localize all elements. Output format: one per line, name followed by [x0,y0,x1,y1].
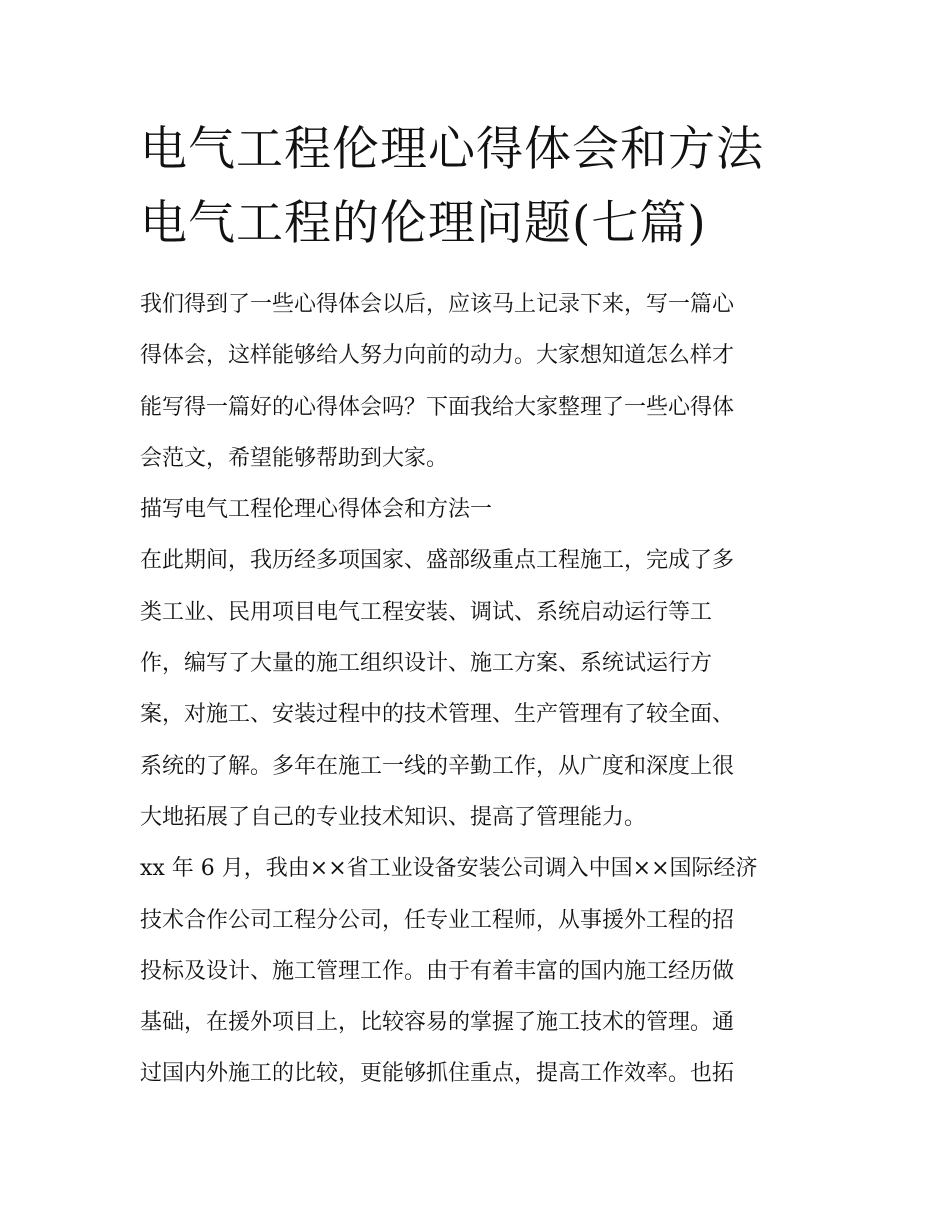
body-line: 技术合作公司工程分公司，任专业工程师，从事援外工程的招 [140,907,735,933]
body-line: 我们得到了一些心得体会以后，应该马上记录下来，写一篇心 [140,292,735,317]
body-line: 投标及设计、施工管理工作。由于有着丰富的国内施工经历做 [140,958,735,984]
body-line: 能写得一篇好的心得体会吗？下面我给大家整理了一些心得体 [140,394,735,420]
body-line: 类工业、民用项目电气工程安装、调试、系统启动运行等工 [140,599,713,625]
body-line: 会范文，希望能够帮助到大家。 [140,445,449,471]
document-body [140,279,815,1100]
title-line-2: 电气工程的伦理问题(七篇) [140,196,707,251]
body-line: 案，对施工、安装过程中的技术管理、生产管理有了较全面、 [140,702,735,728]
body-line: 大地拓展了自己的专业技术知识、提高了管理能力。 [140,804,647,830]
body-line: 基础，在援外项目上，比较容易的掌握了施工技术的管理。通 [140,1010,735,1036]
body-line: 在此期间，我历经多项国家、盛部级重点工程施工，完成了多 [140,548,735,574]
body-line: xx 年 6 月，我由××省工业设备安装公司调入中国××国际经济 [140,856,758,882]
title-line-1: 电气工程伦理心得体会和方法 [140,122,764,177]
document-title [140,113,830,261]
body-line: 系统的了解。多年在施工一线的辛勤工作，从广度和深度上很 [140,753,735,779]
body-line: 作，编写了大量的施工组织设计、施工方案、系统试运行方 [140,651,713,677]
body-line: 得体会，这样能够给人努力向前的动力。大家想知道怎么样才 [140,343,735,369]
body-line: 过国内外施工的比较，更能够抓住重点，提高工作效率。也拓 [140,1061,735,1087]
section-heading: 描写电气工程伦理心得体会和方法一 [140,497,493,523]
